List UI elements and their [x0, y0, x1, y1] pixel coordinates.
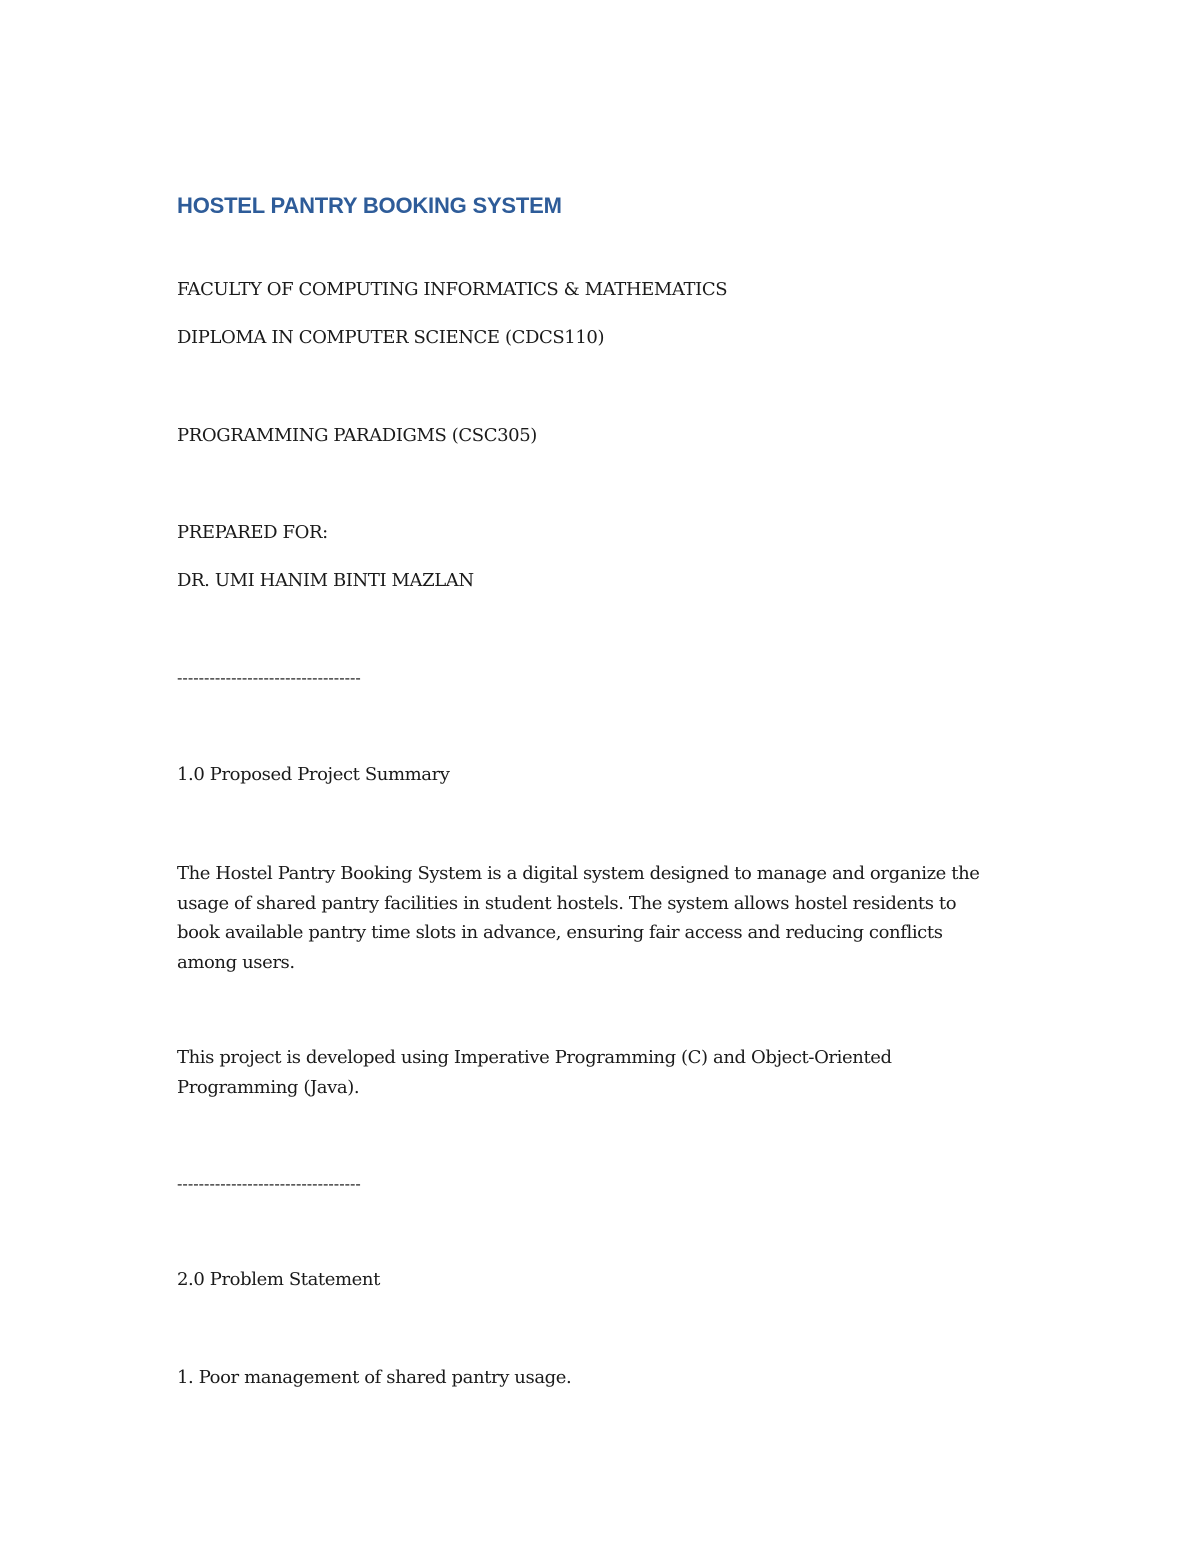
development-paragraph — [177, 1043, 892, 1102]
separator-line-2: ---------------------------------- — [177, 1174, 361, 1193]
summary-line: book available pantry time slots in advance, ensuring fair access and reducing conflicts — [177, 922, 943, 943]
summary-line: usage of shared pantry facilities in student hostels. The system allows hostel residents to — [177, 892, 957, 914]
document-title: HOSTEL PANTRY BOOKING SYSTEM — [177, 193, 562, 218]
summary-paragraph — [177, 859, 980, 977]
faculty-line: FACULTY OF COMPUTING INFORMATICS & MATHEMATICS — [177, 279, 728, 300]
program-line: DIPLOMA IN COMPUTER SCIENCE (CDCS110) — [177, 327, 605, 348]
summary-line: The Hostel Pantry Booking System is a digital system designed to manage and organize the — [177, 863, 980, 884]
development-line: This project is developed using Imperative Programming (C) and Object-Oriented — [177, 1047, 892, 1068]
separator-line-1: ---------------------------------- — [177, 668, 361, 687]
prepared-for-label: PREPARED FOR: — [177, 522, 328, 543]
problem-item-1: 1. Poor management of shared pantry usage. — [177, 1367, 572, 1388]
course-line: PROGRAMMING PARADIGMS (CSC305) — [177, 425, 537, 446]
section-2-heading: 2.0 Problem Statement — [177, 1269, 380, 1290]
lecturer-name: DR. UMI HANIM BINTI MAZLAN — [177, 570, 474, 591]
section-1-heading: 1.0 Proposed Project Summary — [177, 764, 450, 785]
development-line: Programming (Java). — [177, 1076, 360, 1098]
summary-line: among users. — [177, 951, 295, 973]
